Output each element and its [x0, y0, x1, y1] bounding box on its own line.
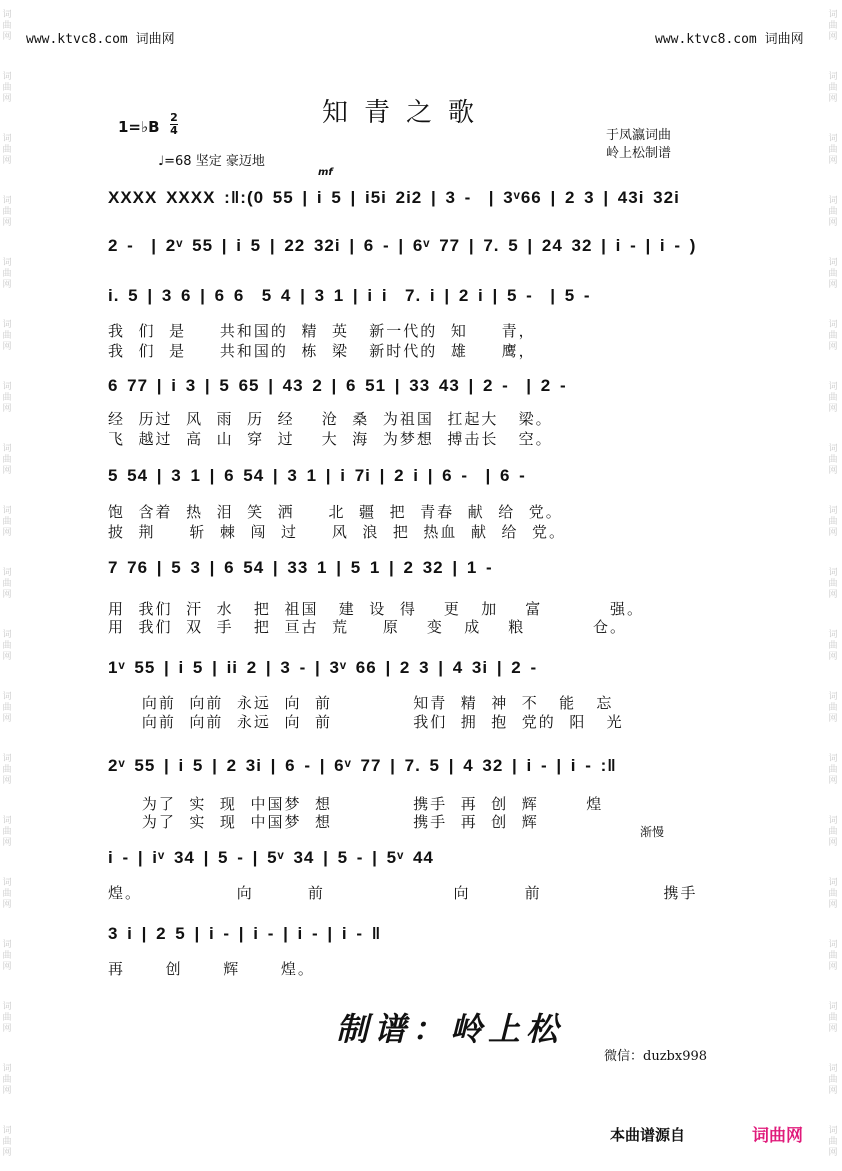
watermark-glyph: 网 — [2, 466, 12, 476]
watermark-glyph: 曲 — [2, 1075, 12, 1085]
watermark-glyph: 词 — [828, 568, 838, 578]
lyric-line: 向前 向前 永远 向 前 我们 拥 抱 党的 阳 光 — [108, 713, 624, 731]
watermark-glyph: 词 — [2, 382, 12, 392]
watermark-glyph: 曲 — [2, 83, 12, 93]
staff-notes: 1ᵛ 55 | i 5 | ii 2 | 3 - | 3ᵛ 66 | 2 3 | 4 3i | 2 - — [108, 658, 538, 677]
watermark-glyph: 词 — [828, 382, 838, 392]
tempo-slowing-mark: 渐慢 — [640, 825, 665, 839]
watermark-glyph: 网 — [828, 1148, 838, 1158]
watermark-glyph: 网 — [828, 590, 838, 600]
watermark-glyph: 词 — [2, 196, 12, 206]
watermark-glyph: 曲 — [828, 517, 838, 527]
watermark-glyph: 网 — [828, 900, 838, 910]
watermark-glyph: 网 — [828, 466, 838, 476]
watermark-glyph: 网 — [828, 280, 838, 290]
watermark-glyph: 曲 — [2, 1013, 12, 1023]
header-right-url[interactable]: www.ktvc8.com 词曲网 — [655, 32, 804, 47]
watermark-glyph: 词 — [2, 1064, 12, 1074]
watermark-glyph: 曲 — [2, 269, 12, 279]
watermark-glyph: 词 — [828, 506, 838, 516]
lyric-line: 我 们 是 共和国的 栋 梁 新时代的 雄 鹰， — [108, 342, 536, 360]
watermark-glyph: 曲 — [828, 951, 838, 961]
watermark-glyph: 词 — [828, 754, 838, 764]
watermark-glyph: 网 — [2, 1148, 12, 1158]
watermark-glyph: 网 — [828, 218, 838, 228]
brand-logo-text[interactable]: 词曲网 — [752, 1126, 803, 1146]
staff-row-8 — [108, 756, 742, 786]
key-signature: 1=♭B — [118, 118, 160, 136]
watermark-glyph: 网 — [2, 714, 12, 724]
staff-row-10 — [108, 924, 742, 954]
dynamic-mark: mf — [318, 167, 333, 178]
watermark-glyph: 曲 — [2, 145, 12, 155]
watermark-glyph: 词 — [828, 134, 838, 144]
staff-notes: 6 77 | i 3 | 5 65 | 43 2 | 6 51 | 33 43 | 2 - | 2 - — [108, 376, 567, 395]
watermark-glyph: 曲 — [2, 517, 12, 527]
wechat-contact: 微信：duzbx998 — [604, 1049, 708, 1064]
watermark-glyph: 网 — [828, 156, 838, 166]
left-watermark-strip — [0, 0, 14, 1171]
time-signature-bottom: 4 — [170, 124, 178, 137]
staff-notes: i. 5 | 3 6 | 6 6 5 4 | 3 1 | i i 7. i | 2 i | 5 - | 5 - — [108, 286, 591, 305]
watermark-glyph: 网 — [828, 652, 838, 662]
watermark-glyph: 网 — [2, 776, 12, 786]
time-signature — [170, 112, 178, 137]
watermark-glyph: 网 — [2, 838, 12, 848]
watermark-glyph: 词 — [828, 10, 838, 20]
lyric-line: 经 历过 风 雨 历 经 沧 桑 为祖国 扛起大 梁。 — [108, 410, 553, 428]
watermark-glyph: 网 — [828, 94, 838, 104]
watermark-glyph: 曲 — [2, 765, 12, 775]
watermark-glyph: 网 — [2, 1024, 12, 1034]
source-label: 本曲谱源自 — [610, 1126, 686, 1144]
staff-row-2 — [108, 236, 742, 266]
watermark-glyph: 网 — [828, 1024, 838, 1034]
watermark-glyph: 词 — [828, 816, 838, 826]
watermark-glyph: 词 — [2, 1002, 12, 1012]
watermark-glyph: 曲 — [828, 83, 838, 93]
watermark-glyph: 曲 — [2, 393, 12, 403]
watermark-glyph: 词 — [2, 940, 12, 950]
watermark-glyph: 网 — [2, 32, 12, 42]
composer-credit: 于凤瀛词曲 — [606, 128, 672, 143]
watermark-glyph: 网 — [828, 404, 838, 414]
staff-notes: 5 54 | 3 1 | 6 54 | 3 1 | i 7i | 2 i | 6 - | 6 - — [108, 466, 526, 485]
watermark-glyph: 曲 — [2, 951, 12, 961]
lyric-line: 披 荆 斩 棘 闯 过 风 浪 把 热血 献 给 党。 — [108, 523, 567, 541]
watermark-glyph: 词 — [828, 320, 838, 330]
lyric-line: 飞 越过 高 山 穿 过 大 海 为梦想 搏击长 空。 — [108, 430, 553, 448]
watermark-glyph: 网 — [2, 900, 12, 910]
watermark-glyph: 词 — [2, 1126, 12, 1136]
watermark-glyph: 网 — [828, 714, 838, 724]
lyric-line: 用 我们 双 手 把 亘古 荒 原 变 成 粮 仓。 — [108, 618, 627, 636]
staff-row-3 — [108, 286, 742, 316]
tempo-marking: ♩=68 坚定 豪迈地 — [158, 154, 265, 169]
watermark-glyph: 网 — [828, 342, 838, 352]
watermark-glyph: 网 — [828, 32, 838, 42]
staff-notes: 7 76 | 5 3 | 6 54 | 33 1 | 5 1 | 2 32 | 1 - — [108, 558, 493, 577]
staff-notes: 2ᵛ 55 | i 5 | 2 3i | 6 - | 6ᵛ 77 | 7. 5 | 4 32 | i - | i - :‖ — [108, 756, 617, 775]
staff-notes: XXXX XXXX :‖:(0 55 | i 5 | i5i 2i2 | 3 - | 3ᵛ66 | 2 3 | 43i 32i — [108, 188, 680, 207]
watermark-glyph: 网 — [2, 404, 12, 414]
lyric-line: 为了 实 现 中国梦 想 携手 再 创 辉 煌 — [108, 795, 604, 813]
lyric-line: 再 创 辉 煌。 — [108, 960, 315, 978]
watermark-glyph: 词 — [828, 196, 838, 206]
watermark-glyph: 词 — [828, 258, 838, 268]
watermark-glyph: 曲 — [2, 641, 12, 651]
watermark-glyph: 词 — [2, 692, 12, 702]
lyric-line: 用 我们 汗 水 把 祖国 建 设 得 更 加 富 强。 — [108, 600, 644, 618]
watermark-glyph: 词 — [2, 506, 12, 516]
staff-notes: 3 i | 2 5 | i - | i - | i - | i - ‖ — [108, 924, 382, 943]
watermark-glyph: 词 — [2, 816, 12, 826]
watermark-glyph: 词 — [2, 258, 12, 268]
watermark-glyph: 曲 — [828, 269, 838, 279]
watermark-glyph: 网 — [2, 280, 12, 290]
right-watermark-strip — [826, 0, 840, 1171]
staff-row-5 — [108, 466, 742, 496]
watermark-glyph: 曲 — [828, 641, 838, 651]
watermark-glyph: 曲 — [828, 21, 838, 31]
staff-row-9 — [108, 848, 742, 878]
staff-row-6 — [108, 558, 742, 588]
watermark-glyph: 曲 — [828, 1013, 838, 1023]
watermark-glyph: 曲 — [2, 703, 12, 713]
watermark-glyph: 词 — [828, 940, 838, 950]
watermark-glyph: 词 — [828, 692, 838, 702]
watermark-glyph: 网 — [828, 1086, 838, 1096]
watermark-glyph: 曲 — [828, 579, 838, 589]
staff-row-4 — [108, 376, 742, 406]
lyric-line: 饱 含着 热 泪 笑 洒 北 疆 把 青春 献 给 党。 — [108, 503, 563, 521]
watermark-glyph: 曲 — [828, 145, 838, 155]
watermark-glyph: 词 — [828, 72, 838, 82]
watermark-glyph: 曲 — [828, 393, 838, 403]
header-left-url[interactable]: www.ktvc8.com 词曲网 — [26, 32, 175, 47]
watermark-glyph: 网 — [828, 528, 838, 538]
watermark-glyph: 曲 — [2, 889, 12, 899]
watermark-glyph: 网 — [2, 1086, 12, 1096]
watermark-glyph: 网 — [2, 94, 12, 104]
watermark-glyph: 曲 — [2, 331, 12, 341]
watermark-glyph: 曲 — [828, 827, 838, 837]
watermark-glyph: 词 — [2, 754, 12, 764]
lyric-line: 我 们 是 共和国的 精 英 新一代的 知 青， — [108, 322, 536, 340]
watermark-glyph: 曲 — [828, 1137, 838, 1147]
watermark-glyph: 曲 — [828, 703, 838, 713]
lyric-line: 向前 向前 永远 向 前 知青 精 神 不 能 忘 — [108, 694, 614, 712]
watermark-glyph: 词 — [2, 444, 12, 454]
watermark-glyph: 词 — [828, 1064, 838, 1074]
watermark-glyph: 词 — [2, 320, 12, 330]
watermark-glyph: 网 — [2, 528, 12, 538]
watermark-glyph: 曲 — [2, 1137, 12, 1147]
song-title: 知青之歌 — [322, 98, 491, 128]
watermark-glyph: 网 — [828, 776, 838, 786]
staff-row-7 — [108, 658, 742, 688]
watermark-glyph: 曲 — [2, 21, 12, 31]
watermark-glyph: 词 — [828, 1126, 838, 1136]
watermark-glyph: 网 — [2, 962, 12, 972]
arranger-credit: 岭上松制谱 — [606, 146, 672, 161]
staff-row-1 — [108, 188, 742, 218]
watermark-glyph: 网 — [2, 342, 12, 352]
watermark-glyph: 曲 — [828, 889, 838, 899]
watermark-glyph: 曲 — [2, 827, 12, 837]
watermark-glyph: 曲 — [2, 579, 12, 589]
watermark-glyph: 曲 — [828, 331, 838, 341]
watermark-glyph: 曲 — [828, 455, 838, 465]
watermark-glyph: 词 — [2, 72, 12, 82]
watermark-glyph: 词 — [2, 878, 12, 888]
staff-notes: 2 - | 2ᵛ 55 | i 5 | 22 32i | 6 - | 6ᵛ 77 | 7. 5 | 24 32 | i - | i - ) — [108, 236, 697, 255]
staff-notes: i - | iᵛ 34 | 5 - | 5ᵛ 34 | 5 - | 5ᵛ 44 — [108, 848, 434, 867]
watermark-glyph: 网 — [2, 590, 12, 600]
watermark-glyph: 曲 — [828, 1075, 838, 1085]
watermark-glyph: 词 — [828, 444, 838, 454]
arranger-signature: 制谱：岭上松 — [336, 1010, 565, 1048]
lyric-line: 为了 实 现 中国梦 想 携手 再 创 辉 — [108, 813, 539, 831]
watermark-glyph: 曲 — [828, 765, 838, 775]
watermark-glyph: 网 — [2, 218, 12, 228]
watermark-glyph: 网 — [828, 838, 838, 848]
watermark-glyph: 曲 — [2, 455, 12, 465]
watermark-glyph: 曲 — [828, 207, 838, 217]
lyric-line: 煌。 向 前 向 前 携手 — [108, 884, 698, 902]
watermark-glyph: 词 — [2, 134, 12, 144]
watermark-glyph: 网 — [828, 962, 838, 972]
watermark-glyph: 词 — [828, 1002, 838, 1012]
watermark-glyph: 词 — [2, 10, 12, 20]
watermark-glyph: 网 — [2, 156, 12, 166]
watermark-glyph: 词 — [828, 630, 838, 640]
time-signature-top: 2 — [170, 111, 178, 124]
watermark-glyph: 词 — [2, 630, 12, 640]
watermark-glyph: 网 — [2, 652, 12, 662]
watermark-glyph: 词 — [828, 878, 838, 888]
watermark-glyph: 曲 — [2, 207, 12, 217]
watermark-glyph: 词 — [2, 568, 12, 578]
